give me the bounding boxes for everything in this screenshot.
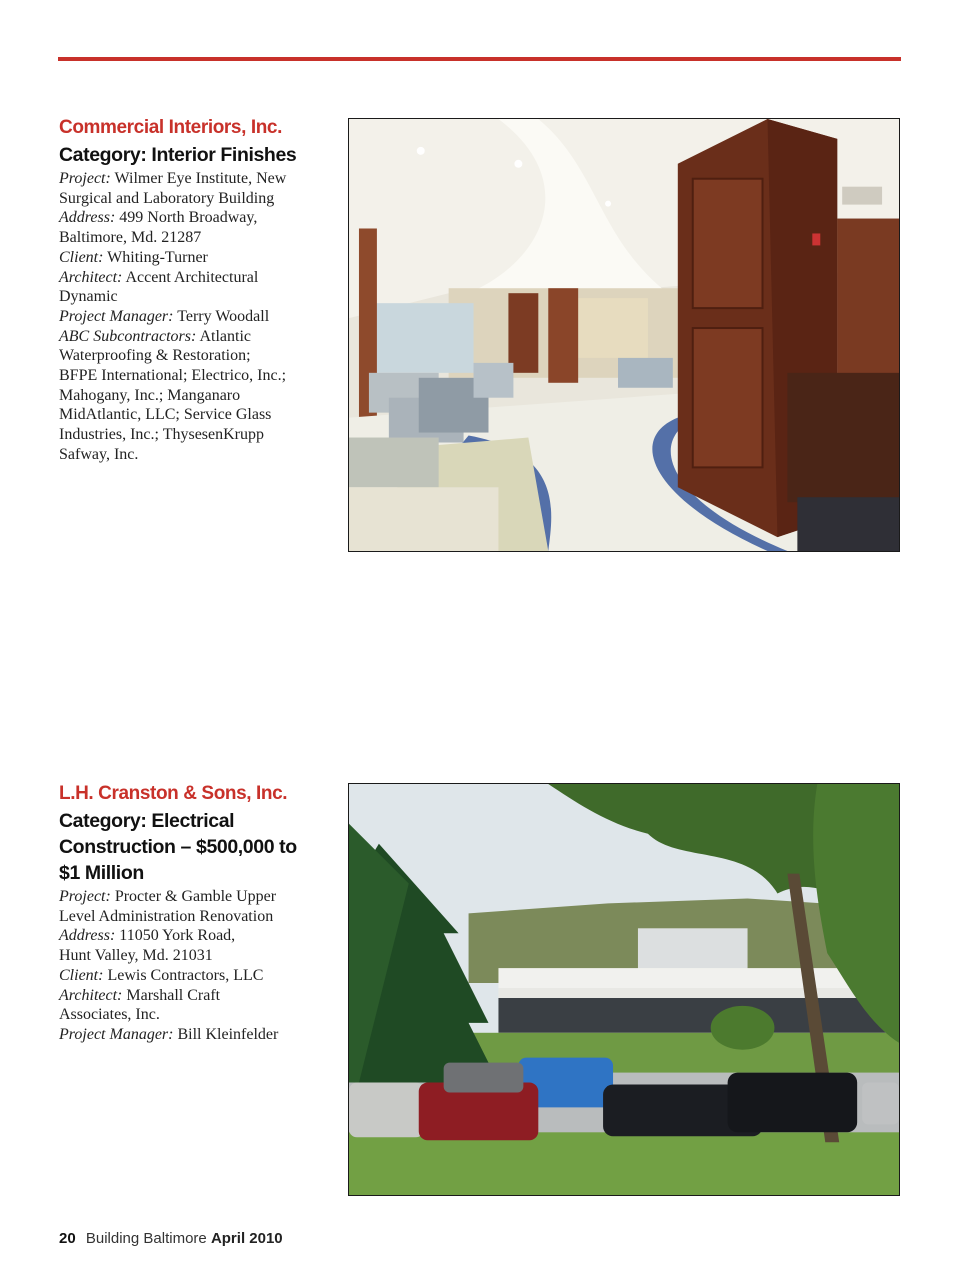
entry-lh-cranston: [59, 782, 334, 1045]
office-building-photo: [348, 783, 900, 1196]
issue-date: April 2010: [210, 1230, 283, 1247]
detail-line: Dynamic: [59, 288, 118, 306]
detail-line: Level Administration Renovation: [59, 907, 274, 925]
detail-line: Client: Lewis Contractors, LLC: [59, 966, 264, 984]
detail-line: ABC Subcontractors: Atlantic: [59, 327, 251, 345]
detail-line: Project: Procter & Gamble Upper: [59, 888, 277, 905]
detail-line: Baltimore, Md. 21287: [59, 229, 202, 247]
company-name: L.H. Cranston & Sons, Inc.: [59, 783, 288, 804]
detail-line: Architect: Marshall Craft: [59, 986, 221, 1004]
detail-line: Project Manager: Terry Woodall: [59, 307, 270, 325]
detail-line: Associates, Inc.: [59, 1006, 160, 1024]
detail-line: Hunt Valley, Md. 21031: [59, 947, 213, 965]
project-details: [59, 887, 334, 1045]
top-rule: [58, 57, 901, 61]
page-footer: [59, 1230, 283, 1247]
detail-line: Architect: Accent Architectural: [59, 268, 259, 286]
detail-line: Project Manager: Bill Kleinfelder: [59, 1025, 279, 1043]
detail-line: BFPE International; Electrico, Inc.;: [59, 367, 287, 385]
detail-line: Client: Whiting-Turner: [59, 248, 208, 266]
detail-line: Safway, Inc.: [59, 445, 139, 463]
project-details: [59, 169, 334, 465]
detail-line: Industries, Inc.; ThysesenKrupp: [59, 426, 264, 444]
company-name: Commercial Interiors, Inc.: [59, 117, 282, 138]
detail-line: Waterproofing & Restoration;: [59, 347, 251, 365]
detail-line: MidAtlantic, LLC; Service Glass: [59, 406, 272, 424]
category-heading: Category: Interior Finishes: [59, 144, 297, 166]
page-number: 20: [59, 1230, 76, 1247]
detail-line: Mahogany, Inc.; Manganaro: [59, 386, 241, 404]
detail-line: Address: 11050 York Road,: [59, 927, 236, 945]
detail-line: Surgical and Laboratory Building: [59, 189, 275, 207]
detail-line: Address: 499 North Broadway,: [59, 209, 258, 227]
interior-lobby-photo: [348, 118, 900, 552]
detail-line: Project: Wilmer Eye Institute, New: [59, 170, 287, 187]
entry-commercial-interiors: [59, 116, 334, 465]
publication-name: Building Baltimore: [85, 1230, 207, 1247]
category-heading: Category: Electrical Construction – $500,000 to $1 Million: [59, 810, 297, 884]
